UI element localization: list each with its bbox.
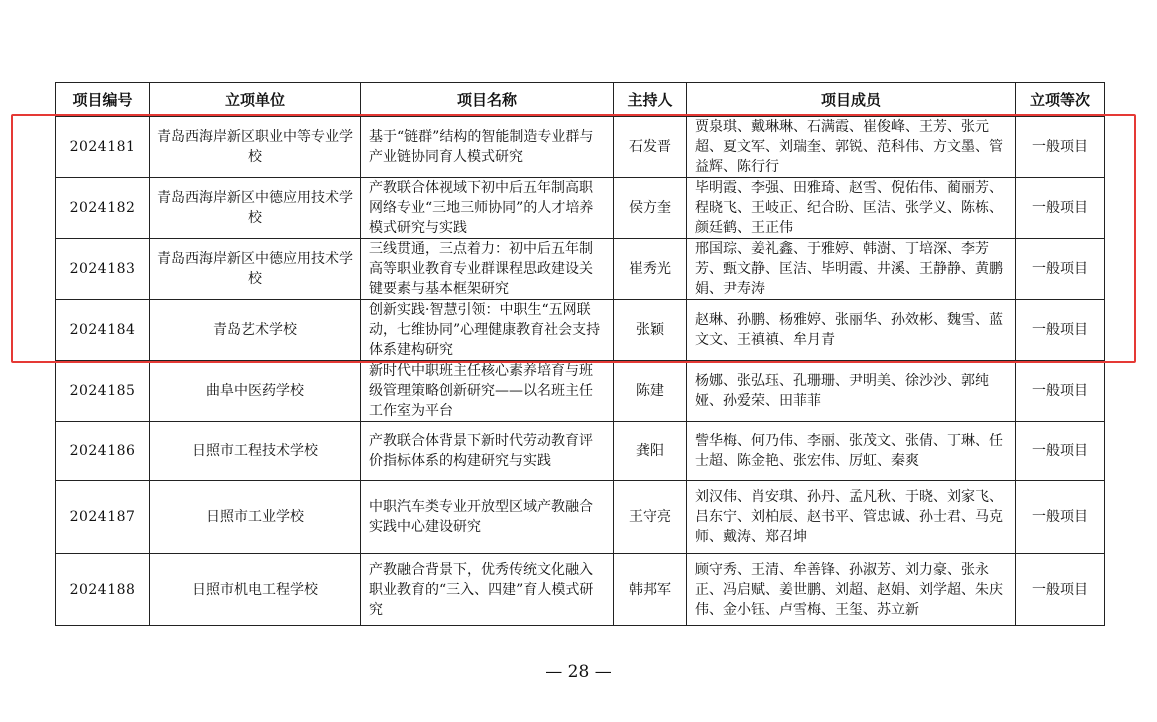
cell-members: 毕明霞、李强、田雅琦、赵雪、倪佑伟、蔺丽芳、程晓飞、王岐正、纪合盼、匡洁、张学义、陈栋、颜廷鹤、王正伟 — [687, 178, 1016, 239]
cell-members: 訾华梅、何乃伟、李丽、张茂文、张倩、丁琳、任士超、陈金艳、张宏伟、厉虹、秦爽 — [687, 422, 1016, 481]
cell-members: 刘汉伟、肖安琪、孙丹、孟凡秋、于晓、刘家飞、吕东宁、刘柏辰、赵书平、管忠诚、孙士君、马克师、戴涛、郑召坤 — [687, 481, 1016, 554]
cell-level: 一般项目 — [1016, 239, 1105, 300]
cell-code: 2024188 — [56, 554, 150, 626]
cell-name: 产教融合背景下，优秀传统文化融入职业教育的“三入、四建”育人模式研究 — [361, 554, 614, 626]
cell-name: 产教联合体视域下初中后五年制高职网络专业“三地三师协同”的人才培养模式研究与实践 — [361, 178, 614, 239]
cell-members: 赵琳、孙鹏、杨雅婷、张丽华、孙效彬、魏雪、蓝文文、王禛禛、牟月青 — [687, 300, 1016, 361]
cell-members: 邢国琮、姜礼鑫、于雅婷、韩澍、丁培深、李芳芳、甄文静、匡洁、毕明霞、井溪、王静静、黄鹏娟、尹寿涛 — [687, 239, 1016, 300]
table-header-row — [56, 83, 1105, 117]
cell-level: 一般项目 — [1016, 117, 1105, 178]
cell-host: 张颖 — [614, 300, 687, 361]
cell-members: 杨娜、张弘珏、孔珊珊、尹明美、徐沙沙、郭纯娅、孙爱荣、田菲菲 — [687, 361, 1016, 422]
header-host: 主持人 — [614, 83, 687, 117]
cell-members: 顾守秀、王清、牟善锋、孙淑芳、刘力豪、张永正、冯启赋、姜世鹏、刘超、赵娟、刘学超、朱庆伟、金小钰、卢雪梅、王玺、苏立新 — [687, 554, 1016, 626]
table-row — [56, 361, 1105, 422]
cell-unit: 青岛艺术学校 — [150, 300, 361, 361]
cell-host: 侯方奎 — [614, 178, 687, 239]
cell-unit: 青岛西海岸新区职业中等专业学校 — [150, 117, 361, 178]
cell-unit: 曲阜中医药学校 — [150, 361, 361, 422]
header-code: 项目编号 — [56, 83, 150, 117]
table-row — [56, 117, 1105, 178]
cell-code: 2024184 — [56, 300, 150, 361]
header-unit: 立项单位 — [150, 83, 361, 117]
cell-code: 2024186 — [56, 422, 150, 481]
cell-unit: 日照市机电工程学校 — [150, 554, 361, 626]
cell-host: 龚阳 — [614, 422, 687, 481]
header-level: 立项等次 — [1016, 83, 1105, 117]
header-name: 项目名称 — [361, 83, 614, 117]
cell-level: 一般项目 — [1016, 178, 1105, 239]
table-row — [56, 178, 1105, 239]
page-number: — 28 — — [545, 662, 612, 682]
cell-code: 2024185 — [56, 361, 150, 422]
cell-level: 一般项目 — [1016, 422, 1105, 481]
cell-name: 新时代中职班主任核心素养培育与班级管理策略创新研究——以名班主任工作室为平台 — [361, 361, 614, 422]
cell-name: 三线贯通，三点着力：初中后五年制高等职业教育专业群课程思政建设关键要素与基本框架研究 — [361, 239, 614, 300]
cell-level: 一般项目 — [1016, 481, 1105, 554]
cell-unit: 青岛西海岸新区中德应用技术学校 — [150, 178, 361, 239]
table-row — [56, 422, 1105, 481]
cell-host: 韩邦军 — [614, 554, 687, 626]
cell-host: 石发晋 — [614, 117, 687, 178]
cell-code: 2024181 — [56, 117, 150, 178]
cell-members: 贾泉琪、戴琳琳、石满霞、崔俊峰、王芳、张元超、夏文军、刘瑞奎、郭锐、范科伟、方文墨、管益辉、陈行行 — [687, 117, 1016, 178]
cell-host: 陈建 — [614, 361, 687, 422]
cell-name: 基于“链群”结构的智能制造专业群与产业链协同育人模式研究 — [361, 117, 614, 178]
table-row — [56, 239, 1105, 300]
cell-name: 中职汽车类专业开放型区域产教融合实践中心建设研究 — [361, 481, 614, 554]
cell-code: 2024182 — [56, 178, 150, 239]
cell-level: 一般项目 — [1016, 554, 1105, 626]
cell-code: 2024187 — [56, 481, 150, 554]
cell-unit: 日照市工程技术学校 — [150, 422, 361, 481]
cell-host: 崔秀光 — [614, 239, 687, 300]
cell-level: 一般项目 — [1016, 300, 1105, 361]
project-table — [55, 82, 1105, 626]
table-row — [56, 554, 1105, 626]
cell-host: 王守亮 — [614, 481, 687, 554]
cell-unit: 青岛西海岸新区中德应用技术学校 — [150, 239, 361, 300]
cell-name: 创新实践·智慧引领：中职生“五网联动，七维协同”心理健康教育社会支持体系建构研究 — [361, 300, 614, 361]
header-members: 项目成员 — [687, 83, 1016, 117]
cell-unit: 日照市工业学校 — [150, 481, 361, 554]
table-row — [56, 481, 1105, 554]
cell-name: 产教联合体背景下新时代劳动教育评价指标体系的构建研究与实践 — [361, 422, 614, 481]
cell-code: 2024183 — [56, 239, 150, 300]
cell-level: 一般项目 — [1016, 361, 1105, 422]
table-row — [56, 300, 1105, 361]
